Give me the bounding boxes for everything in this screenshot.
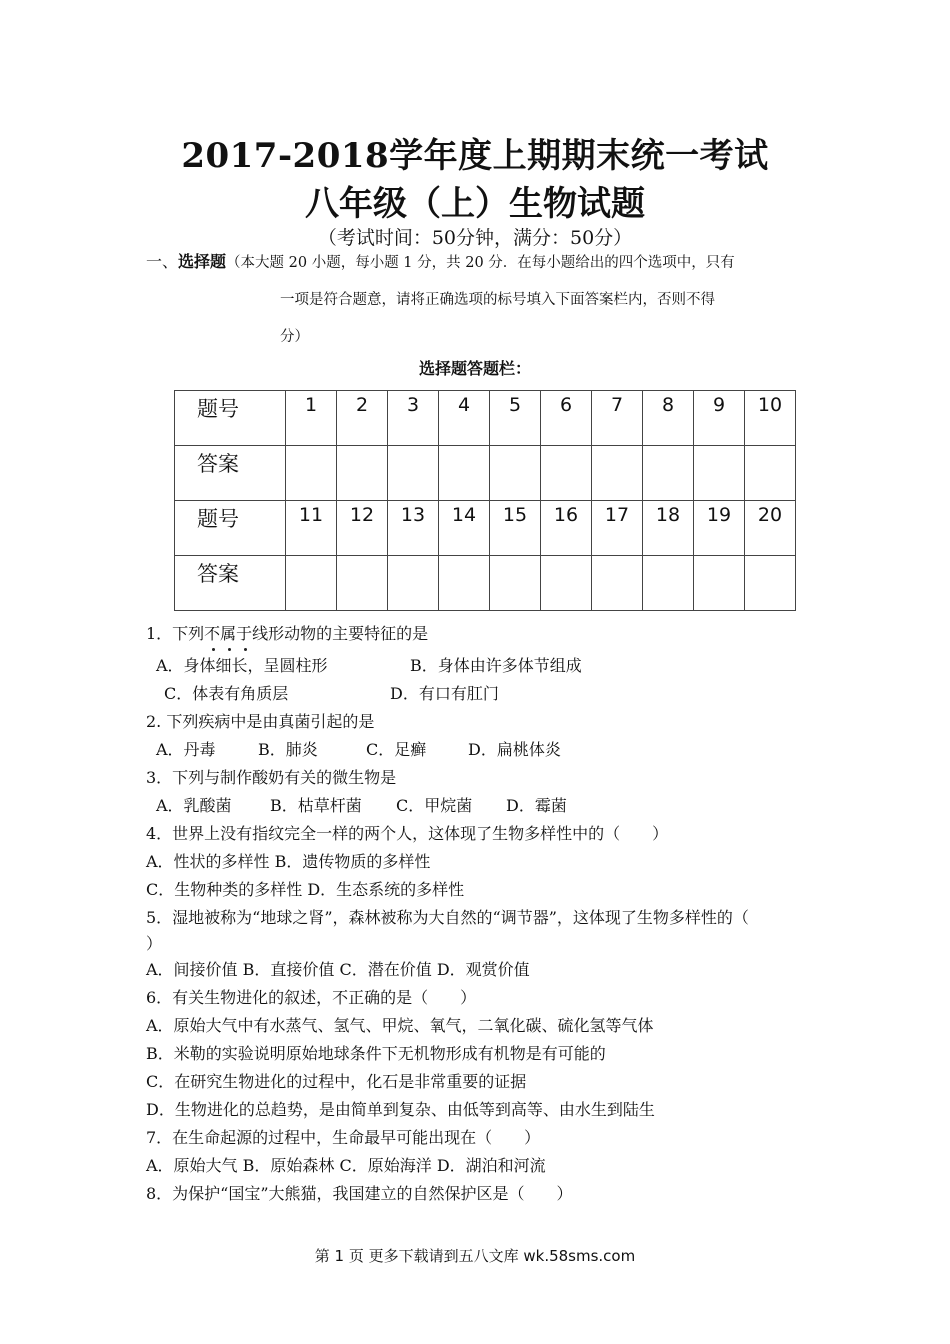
option: C．甲烷菌 [396,796,473,815]
question-number: 2 [337,391,388,446]
option: A．丹毒 [156,740,216,759]
answer-cell[interactable] [439,556,490,611]
question-number: 10 [745,391,796,446]
question-number: 3 [388,391,439,446]
answer-cell[interactable] [541,556,592,611]
question-5: 5．湿地被称为“地球之肾”，森林被称为大自然的“调节器”，这体现了生物多样性的（ [146,908,749,927]
number-label: 题号 [175,391,286,446]
answer-cell[interactable] [745,446,796,501]
question-number: 4 [439,391,490,446]
option-line: C．生物种类的多样性 D．生态系统的多样性 [146,880,465,899]
option: B．枯草杆菌 [270,796,362,815]
option-line: A．性状的多样性 B．遗传物质的多样性 [146,852,431,871]
option: B．肺炎 [258,740,318,759]
answer-cell[interactable] [643,446,694,501]
option-line: A．原始大气中有水蒸气、氢气、甲烷、氧气，二氧化碳、硫化氢等气体 [146,1016,654,1035]
question-number: 8 [643,391,694,446]
option-line: B．米勒的实验说明原始地球条件下无机物形成有机物是有可能的 [146,1044,606,1063]
question-4: 4．世界上没有指纹完全一样的两个人，这体现了生物多样性中的（ ） [146,824,669,843]
option: A．身体细长，呈圆柱形 [156,656,328,675]
question-number: 20 [745,501,796,556]
question-number: 13 [388,501,439,556]
option-line: A．间接价值 B．直接价值 C．潜在价值 D．观赏价值 [146,960,530,979]
answer-sheet-caption: 选择题答题栏： [418,359,531,378]
question-number: 9 [694,391,745,446]
answer-cell[interactable] [388,556,439,611]
answer-cell[interactable] [592,556,643,611]
option-line: C．在研究生物进化的过程中，化石是非常重要的证据 [146,1072,527,1091]
question-1: 1．下列不属于线形动物的主要特征的是 [146,624,429,643]
question-number: 5 [490,391,541,446]
question-8: 8．为保护“国宝”大熊猫，我国建立的自然保护区是（ ） [146,1184,573,1203]
answer-sheet-table [174,390,796,611]
answer-cell[interactable] [694,556,745,611]
page-footer: 第 1 页 更多下载请到五八文库 wk.58sms.com [314,1247,636,1265]
option: D．扁桃体炎 [468,740,561,759]
option: A．乳酸菌 [156,796,232,815]
answer-cell[interactable] [694,446,745,501]
answer-cell[interactable] [490,446,541,501]
question-number: 7 [592,391,643,446]
question-number: 1 [286,391,337,446]
question-number: 15 [490,501,541,556]
answer-cell[interactable] [286,556,337,611]
section-instructions-3: 分） [280,329,309,345]
question-2: 2. 下列疾病中是由真菌引起的是 [146,712,375,731]
question-number: 11 [286,501,337,556]
answer-cell[interactable] [592,446,643,501]
table-row [175,501,796,556]
section-instructions-1: （本大题 20 小题，每小题 1 分，共 20 分．在每小题给出的四个选项中，只有 [226,255,735,271]
table-row [175,446,796,501]
answer-cell[interactable] [388,446,439,501]
option: B．身体由许多体节组成 [410,656,582,675]
question-number: 14 [439,501,490,556]
answer-cell[interactable] [643,556,694,611]
exam-info: （考试时间：50分钟，满分：50分） [317,227,633,249]
option: D．有口有肛门 [390,684,499,703]
answer-cell[interactable] [490,556,541,611]
emphasis-dot [228,648,231,651]
answer-label: 答案 [175,556,286,611]
answer-cell[interactable] [541,446,592,501]
question-number: 17 [592,501,643,556]
answer-cell[interactable] [337,556,388,611]
emphasis-dot [244,648,247,651]
option: C．体表有角质层 [164,684,289,703]
question-number: 19 [694,501,745,556]
option-line: D．生物进化的总趋势，是由简单到复杂、由低等到高等、由水生到陆生 [146,1100,655,1119]
option: C．足癣 [366,740,427,759]
section-name: 选择题 [178,252,227,271]
exam-subtitle: 八年级（上）生物试题 [305,184,645,224]
table-row [175,391,796,446]
option: D．霉菌 [506,796,567,815]
answer-cell[interactable] [745,556,796,611]
answer-cell[interactable] [439,446,490,501]
question-5-continued: ） [146,934,163,953]
table-row [175,556,796,611]
question-6: 6．有关生物进化的叙述，不正确的是（ ） [146,988,477,1007]
section-prefix: 一、 [146,252,179,271]
question-number: 16 [541,501,592,556]
question-number: 12 [337,501,388,556]
question-3: 3．下列与制作酸奶有关的微生物是 [146,768,397,787]
answer-cell[interactable] [286,446,337,501]
question-7: 7．在生命起源的过程中，生命最早可能出现在（ ） [146,1128,541,1147]
exam-title: 2017-2018学年度上期期末统一考试 [181,136,769,176]
option-line: A．原始大气 B．原始森林 C．原始海洋 D．湖泊和河流 [146,1156,546,1175]
answer-cell[interactable] [337,446,388,501]
number-label: 题号 [175,501,286,556]
question-number: 6 [541,391,592,446]
answer-label: 答案 [175,446,286,501]
section-instructions-2: 一项是符合题意，请将正确选项的标号填入下面答案栏内，否则不得 [280,292,715,308]
emphasis-dot [212,648,215,651]
question-number: 18 [643,501,694,556]
section-heading [146,251,735,274]
